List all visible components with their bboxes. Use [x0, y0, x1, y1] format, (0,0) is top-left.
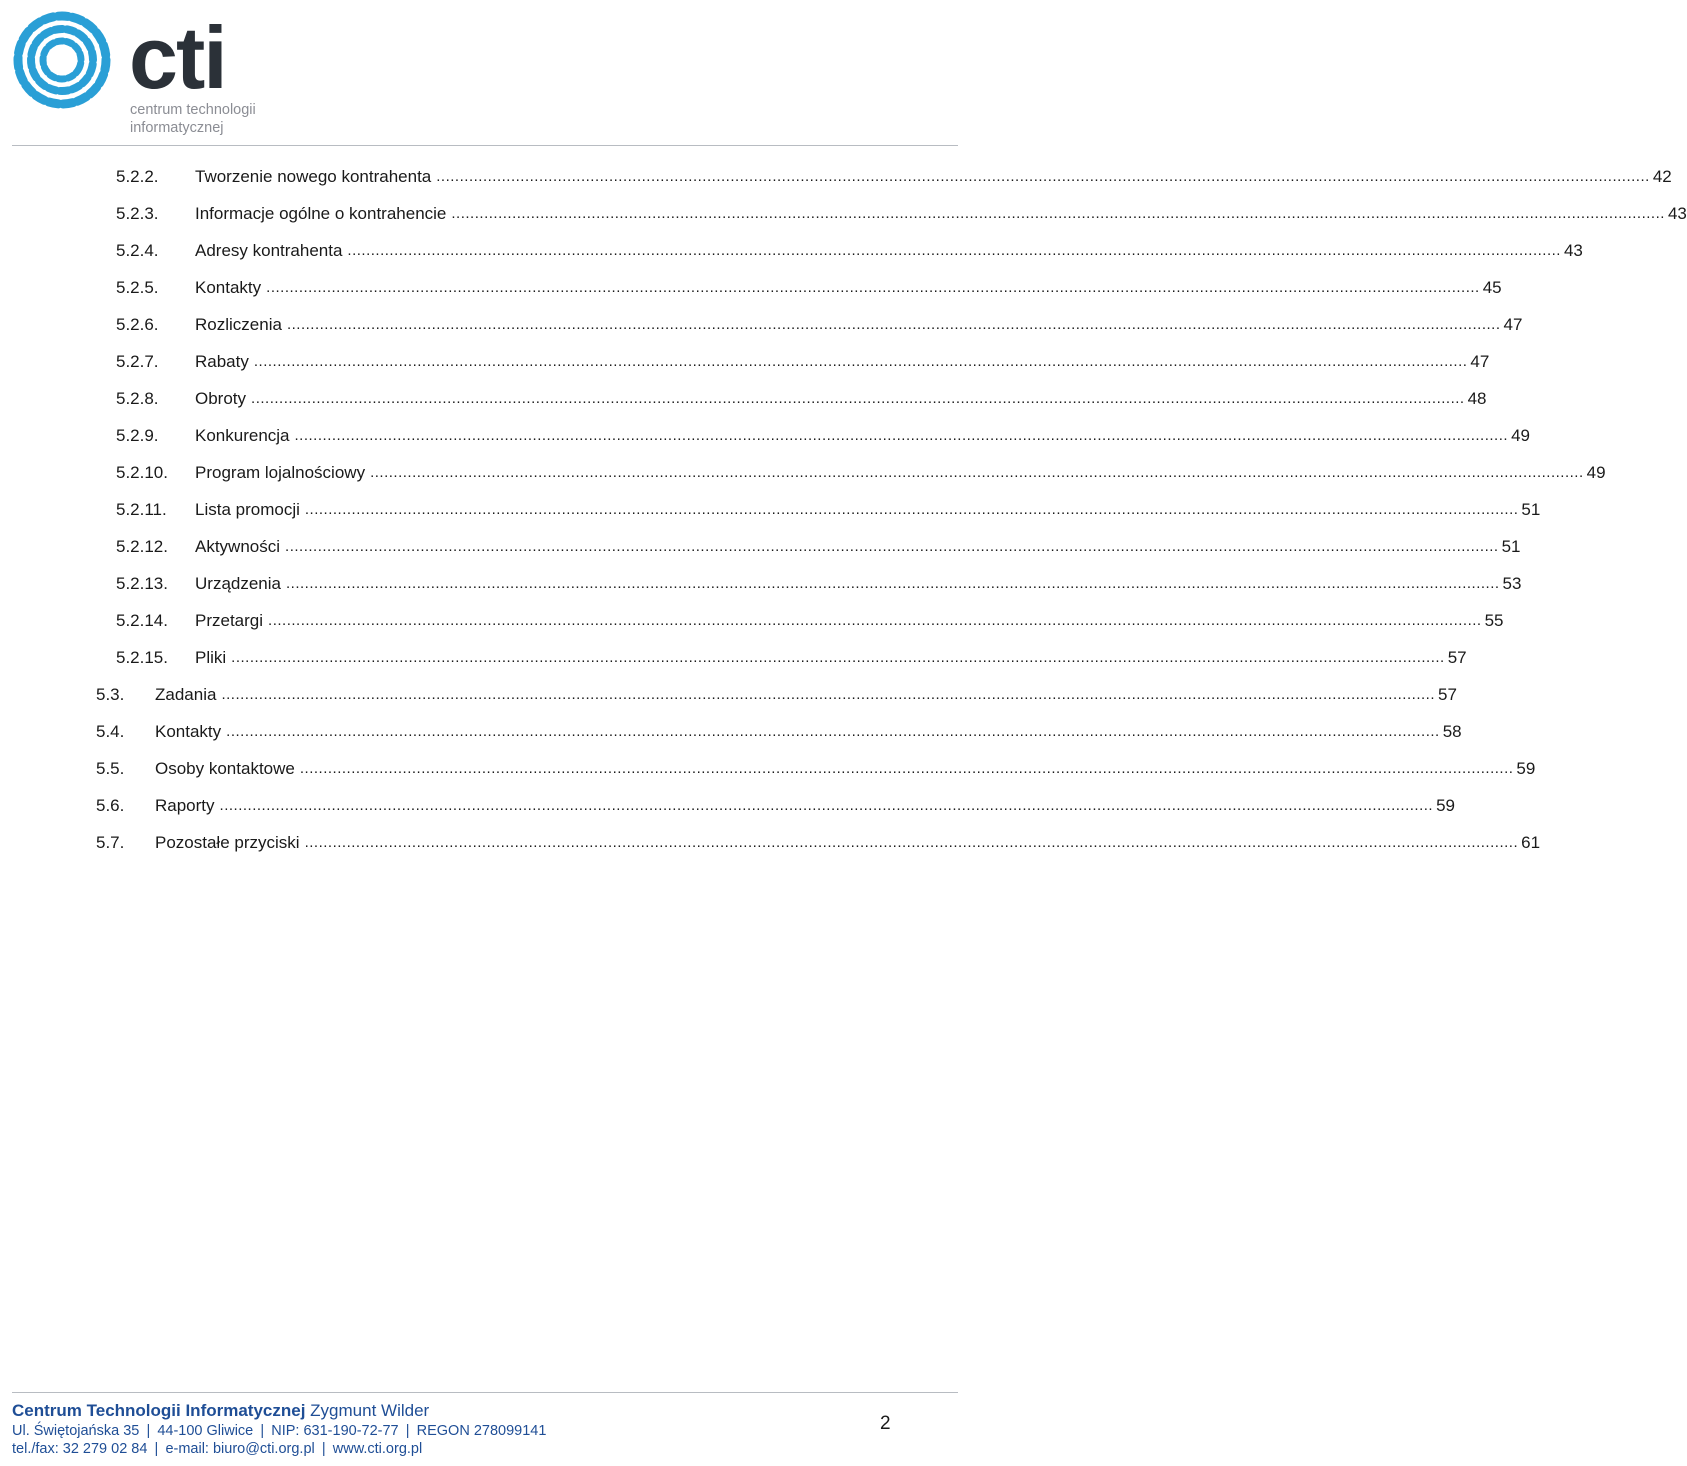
toc-page: 43	[1667, 203, 1687, 223]
footer-separator: |	[154, 1441, 159, 1457]
footer-separator: |	[405, 1423, 410, 1439]
toc-title: Informacje ogólne o kontrahencie	[195, 203, 447, 223]
footer-website-link[interactable]: www.cti.org.pl	[332, 1441, 423, 1457]
toc-entry[interactable]	[116, 195, 1687, 232]
toc-page: 53	[1502, 573, 1522, 593]
toc-entry[interactable]	[116, 158, 1672, 195]
toc-title: Kontakty	[195, 277, 262, 297]
toc-dot-leader: ....................................................................................................................................................................................................................................................................	[436, 168, 1650, 185]
toc-page: 58	[1442, 721, 1462, 741]
toc-page: 55	[1484, 610, 1504, 630]
toc-entry[interactable]	[116, 269, 1502, 306]
toc-entry[interactable]	[116, 565, 1522, 602]
cti-wordmark	[129, 8, 274, 108]
toc-entry[interactable]	[116, 602, 1504, 639]
toc-dot-leader: ....................................................................................................................................................................................................................................................................	[221, 686, 1435, 703]
toc-number: 5.2.2.	[116, 166, 159, 186]
toc-entry[interactable]	[96, 713, 1462, 750]
toc-number: 5.2.4.	[116, 240, 159, 260]
footer-postal: 44-100 Gliwice	[157, 1423, 254, 1439]
header-divider	[12, 145, 958, 146]
toc-title: Rabaty	[195, 351, 249, 371]
toc-dot-leader: ....................................................................................................................................................................................................................................................................	[268, 612, 1482, 629]
toc-dot-leader: ....................................................................................................................................................................................................................................................................	[285, 538, 1499, 555]
toc-entry[interactable]	[116, 491, 1541, 528]
toc-page: 59	[1516, 758, 1536, 778]
toc-page: 42	[1652, 166, 1672, 186]
footer-phone: tel./fax: 32 279 02 84	[12, 1441, 148, 1457]
toc-page: 59	[1436, 795, 1455, 815]
toc-dot-leader: ....................................................................................................................................................................................................................................................................	[219, 797, 1434, 814]
toc-page: 49	[1586, 462, 1606, 482]
toc-title: Adresy kontrahenta	[195, 240, 343, 260]
logo-subtitle-line1: centrum technologii	[130, 102, 256, 118]
toc-title: Obroty	[195, 388, 247, 408]
toc-page: 43	[1563, 240, 1583, 260]
toc-dot-leader: ....................................................................................................................................................................................................................................................................	[304, 501, 1519, 518]
toc-page: 51	[1521, 499, 1541, 519]
toc-dot-leader: ....................................................................................................................................................................................................................................................................	[253, 353, 1468, 370]
toc-number: 5.2.8.	[116, 388, 159, 408]
toc-page: 57	[1437, 684, 1457, 704]
footer-separator: |	[260, 1423, 265, 1439]
toc-dot-leader: ....................................................................................................................................................................................................................................................................	[294, 427, 1509, 444]
toc-entry[interactable]	[96, 787, 1455, 824]
page-footer	[12, 1400, 546, 1458]
toc-dot-leader: ....................................................................................................................................................................................................................................................................	[251, 390, 1465, 407]
footer-separator: |	[321, 1441, 326, 1457]
toc-title: Kontakty	[155, 721, 222, 741]
toc-number: 5.7.	[96, 832, 125, 852]
toc-number: 5.2.11.	[116, 499, 167, 519]
toc-entry[interactable]	[116, 454, 1606, 491]
toc-number: 5.2.10.	[116, 462, 168, 482]
footer-contact-line	[12, 1440, 546, 1458]
toc-number: 5.2.9.	[116, 425, 159, 445]
toc-entry[interactable]	[116, 343, 1490, 380]
toc-title: Aktywności	[195, 536, 281, 556]
footer-address-line	[12, 1422, 546, 1440]
cti-logo-mark-icon	[12, 10, 112, 110]
toc-entry[interactable]	[116, 639, 1467, 676]
toc-title: Osoby kontaktowe	[155, 758, 295, 778]
footer-divider	[12, 1392, 958, 1393]
toc-title: Tworzenie nowego kontrahenta	[195, 166, 432, 186]
toc-number: 5.3.	[96, 684, 125, 704]
toc-page: 48	[1467, 388, 1487, 408]
toc-dot-leader: ....................................................................................................................................................................................................................................................................	[286, 316, 1501, 333]
toc-title: Zadania	[155, 684, 217, 704]
toc-title: Przetargi	[195, 610, 264, 630]
toc-page: 49	[1511, 425, 1530, 445]
footer-company	[12, 1400, 546, 1422]
toc-dot-leader: ....................................................................................................................................................................................................................................................................	[299, 760, 1514, 777]
toc-page: 61	[1521, 832, 1541, 852]
toc-dot-leader: ....................................................................................................................................................................................................................................................................	[231, 649, 1445, 666]
toc-entry[interactable]	[96, 676, 1457, 713]
page-number: 2	[880, 1413, 891, 1434]
toc-number: 5.6.	[96, 795, 125, 815]
toc-title: Pliki	[195, 647, 227, 667]
toc-entry[interactable]	[96, 824, 1541, 861]
toc-number: 5.2.14.	[116, 610, 168, 630]
toc-number: 5.2.7.	[116, 351, 159, 371]
toc-number: 5.2.15.	[116, 647, 168, 667]
toc-dot-leader: ....................................................................................................................................................................................................................................................................	[286, 575, 1500, 592]
footer-regon: REGON 278099141	[416, 1423, 547, 1439]
toc-number: 5.2.5.	[116, 277, 159, 297]
toc-number: 5.2.13.	[116, 573, 168, 593]
footer-separator: |	[146, 1423, 151, 1439]
logo-text: cti	[129, 8, 226, 107]
toc-dot-leader: ....................................................................................................................................................................................................................................................................	[304, 834, 1519, 851]
toc-title: Konkurencja	[195, 425, 290, 445]
toc-title: Rozliczenia	[195, 314, 282, 334]
footer-company-name: Centrum Technologii Informatycznej	[12, 1401, 306, 1420]
toc-page: 51	[1501, 536, 1521, 556]
toc-entry[interactable]	[116, 528, 1521, 565]
toc-title: Pozostałe przyciski	[155, 832, 300, 852]
logo-subtitle-line2: informatycznej	[130, 120, 224, 136]
toc-dot-leader: ....................................................................................................................................................................................................................................................................	[451, 205, 1665, 222]
toc-page: 57	[1447, 647, 1467, 667]
toc-entry[interactable]	[116, 380, 1487, 417]
footer-nip: NIP: 631-190-72-77	[271, 1423, 399, 1439]
footer-email-link[interactable]: e-mail: biuro@cti.org.pl	[165, 1441, 315, 1457]
toc-dot-leader: ....................................................................................................................................................................................................................................................................	[370, 464, 1584, 481]
toc-entry[interactable]	[116, 232, 1583, 269]
toc-dot-leader: ....................................................................................................................................................................................................................................................................	[266, 279, 1480, 296]
toc-title: Raporty	[155, 795, 215, 815]
toc-entry[interactable]	[96, 750, 1536, 787]
footer-company-owner: Zygmunt Wilder	[310, 1401, 430, 1420]
toc-number: 5.2.12.	[116, 536, 168, 556]
toc-page: 47	[1470, 351, 1490, 371]
toc-entry[interactable]	[116, 306, 1523, 343]
toc-number: 5.2.3.	[116, 203, 159, 223]
footer-street: Ul. Świętojańska 35	[12, 1423, 140, 1439]
toc-entry[interactable]	[116, 417, 1530, 454]
toc-number: 5.4.	[96, 721, 125, 741]
toc-number: 5.5.	[96, 758, 125, 778]
toc-page: 45	[1482, 277, 1502, 297]
toc-title: Lista promocji	[195, 499, 300, 519]
toc-page: 47	[1503, 314, 1523, 334]
toc-dot-leader: ....................................................................................................................................................................................................................................................................	[347, 242, 1561, 259]
toc-number: 5.2.6.	[116, 314, 159, 334]
toc-dot-leader: ....................................................................................................................................................................................................................................................................	[226, 723, 1440, 740]
toc-title: Program lojalnościowy	[195, 462, 366, 482]
toc-title: Urządzenia	[195, 573, 281, 593]
